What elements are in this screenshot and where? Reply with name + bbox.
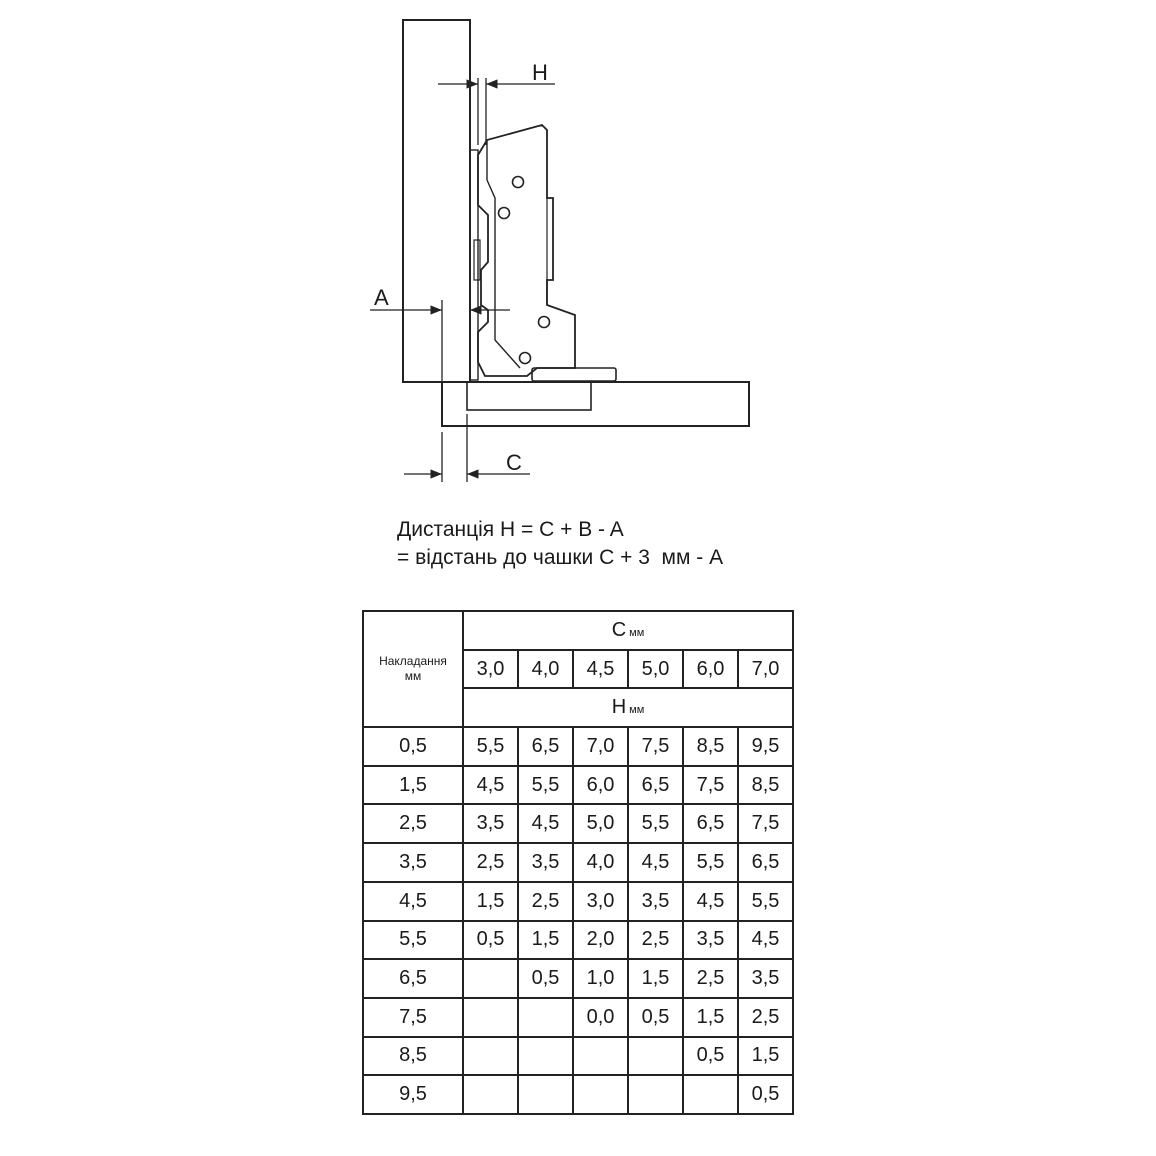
h-value-cell: 5,5: [738, 882, 793, 921]
h-value-cell: [463, 1075, 518, 1114]
h-value-cell: 4,5: [738, 921, 793, 960]
h-value-cell: 2,5: [683, 959, 738, 998]
overlay-header-unit: мм: [404, 669, 422, 684]
cup-recess: [467, 382, 591, 410]
h-value-cell: 9,5: [738, 727, 793, 766]
h-group-header: [463, 688, 793, 727]
c-value-cell: 4,0: [518, 650, 573, 689]
table-row: [363, 959, 793, 998]
h-value-cell: 7,0: [573, 727, 628, 766]
h-value-cell: 4,0: [573, 843, 628, 882]
h-value-cell: 3,5: [628, 882, 683, 921]
h-value-cell: 1,5: [463, 882, 518, 921]
dimension-label-c: C: [506, 450, 522, 475]
hinge-arm: [478, 125, 575, 376]
h-value-cell: 0,5: [463, 921, 518, 960]
h-value-cell: 2,5: [518, 882, 573, 921]
c-value-cell: 4,5: [573, 650, 628, 689]
door-panel: [442, 382, 749, 426]
c-value-cell: 3,0: [463, 650, 518, 689]
h-value-cell: 2,0: [573, 921, 628, 960]
h-value-cell: 6,5: [518, 727, 573, 766]
overlay-value-cell: 2,5: [363, 804, 463, 843]
h-value-cell: 5,5: [518, 766, 573, 805]
overlay-value-cell: 3,5: [363, 843, 463, 882]
h-value-cell: 6,0: [573, 766, 628, 805]
dimension-label-a: A: [374, 285, 389, 310]
h-value-cell: 2,5: [738, 998, 793, 1037]
h-value-cell: 1,5: [628, 959, 683, 998]
h-value-cell: 1,0: [573, 959, 628, 998]
h-value-cell: 5,0: [573, 804, 628, 843]
h-value-cell: [573, 1037, 628, 1076]
h-value-cell: 0,0: [573, 998, 628, 1037]
c-group-header: [463, 611, 793, 650]
h-value-cell: 1,5: [738, 1037, 793, 1076]
h-value-cell: 4,5: [628, 843, 683, 882]
overlay-value-cell: 7,5: [363, 998, 463, 1037]
h-value-cell: [628, 1075, 683, 1114]
h-value-cell: 3,0: [573, 882, 628, 921]
overlay-header-title: Накладання: [379, 654, 447, 669]
c-value-cell: 6,0: [683, 650, 738, 689]
overlay-header: [363, 611, 463, 727]
h-value-cell: [628, 1037, 683, 1076]
c-value-cell: 5,0: [628, 650, 683, 689]
formula: [397, 516, 723, 572]
table-row: [363, 766, 793, 805]
table-row: [363, 921, 793, 960]
h-value-cell: 7,5: [628, 727, 683, 766]
h-value-cell: [463, 1037, 518, 1076]
h-value-cell: 7,5: [683, 766, 738, 805]
h-value-cell: 5,5: [463, 727, 518, 766]
h-value-cell: 3,5: [683, 921, 738, 960]
c-letter: C: [611, 618, 627, 641]
table-row: [363, 727, 793, 766]
h-value-cell: 7,5: [738, 804, 793, 843]
h-value-cell: 5,5: [628, 804, 683, 843]
h-value-cell: 4,5: [518, 804, 573, 843]
h-value-cell: 1,5: [518, 921, 573, 960]
h-value-cell: 6,5: [628, 766, 683, 805]
h-unit: мм: [629, 704, 645, 717]
h-value-cell: [573, 1075, 628, 1114]
overlay-value-cell: 0,5: [363, 727, 463, 766]
side-panel: [403, 20, 470, 382]
h-value-cell: 4,5: [683, 882, 738, 921]
h-value-cell: 1,5: [683, 998, 738, 1037]
h-value-cell: 0,5: [518, 959, 573, 998]
h-value-cell: 3,5: [518, 843, 573, 882]
formula-line-2: = відстань до чашки C + 3 мм - A: [397, 546, 724, 569]
h-value-cell: [463, 959, 518, 998]
h-value-cell: 0,5: [683, 1037, 738, 1076]
overlay-value-cell: 6,5: [363, 959, 463, 998]
h-value-cell: 6,5: [738, 843, 793, 882]
h-value-cell: 2,5: [628, 921, 683, 960]
c-unit: мм: [629, 626, 645, 639]
h-value-cell: 3,5: [463, 804, 518, 843]
overlay-value-cell: 5,5: [363, 921, 463, 960]
h-letter: H: [611, 696, 627, 719]
overlay-value-cell: 1,5: [363, 766, 463, 805]
c-value-cell: 7,0: [738, 650, 793, 689]
table-row: [363, 1037, 793, 1076]
table-row: [363, 998, 793, 1037]
h-value-cell: 4,5: [463, 766, 518, 805]
h-value-cell: 6,5: [683, 804, 738, 843]
table-row: [363, 1075, 793, 1114]
table-row: [363, 882, 793, 921]
h-value-cell: [518, 1037, 573, 1076]
h-value-cell: 0,5: [628, 998, 683, 1037]
overlay-value-cell: 8,5: [363, 1037, 463, 1076]
table-row: [363, 804, 793, 843]
h-value-cell: 8,5: [683, 727, 738, 766]
h-value-cell: [518, 1075, 573, 1114]
overlay-value-cell: 4,5: [363, 882, 463, 921]
overlay-distance-table: [362, 610, 794, 1115]
h-value-cell: [463, 998, 518, 1037]
overlay-value-cell: 9,5: [363, 1075, 463, 1114]
table-row: [363, 843, 793, 882]
h-value-cell: 5,5: [683, 843, 738, 882]
h-value-cell: 2,5: [463, 843, 518, 882]
h-value-cell: [683, 1075, 738, 1114]
h-value-cell: [518, 998, 573, 1037]
h-value-cell: 8,5: [738, 766, 793, 805]
formula-line-1: Дистанція H = C + B - A: [397, 518, 624, 541]
dimension-label-h: H: [532, 60, 548, 85]
h-value-cell: 3,5: [738, 959, 793, 998]
h-value-cell: 0,5: [738, 1075, 793, 1114]
